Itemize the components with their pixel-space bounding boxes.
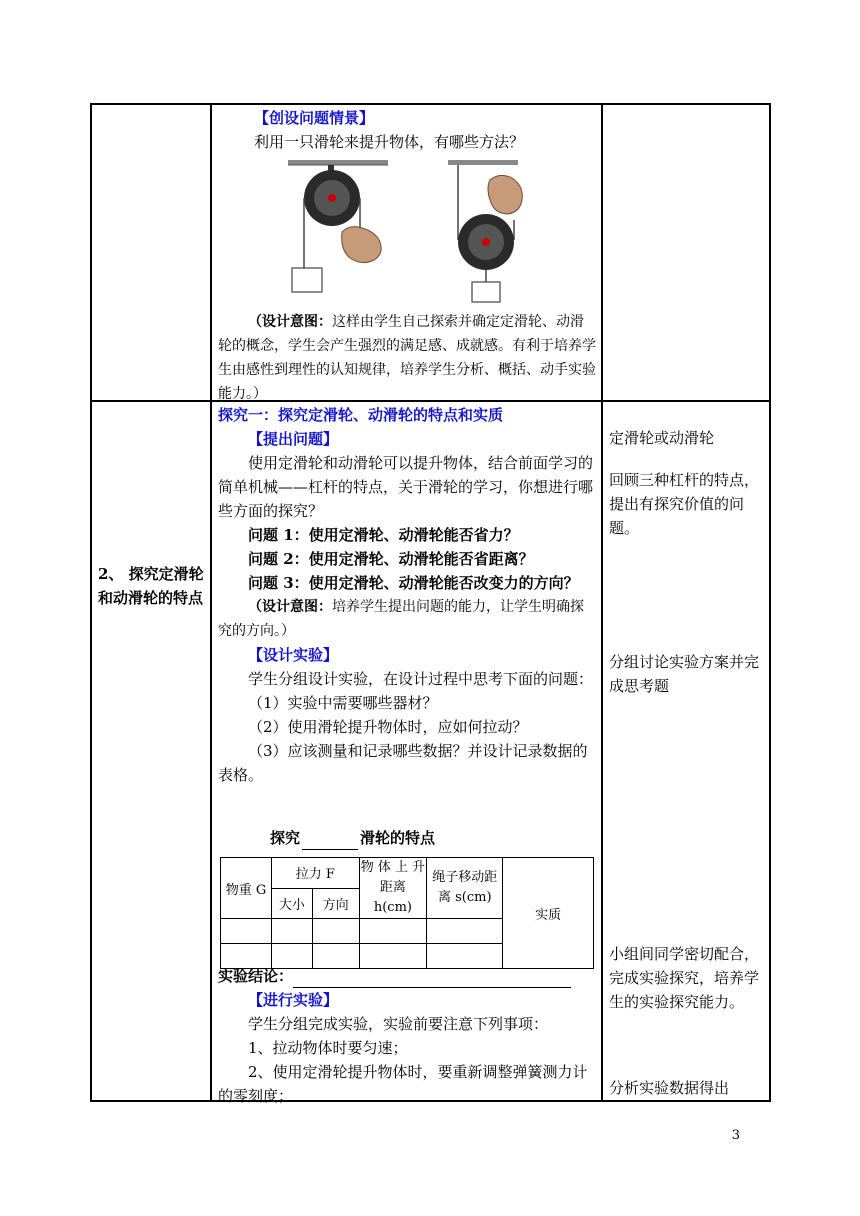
page-number: 3 [731,1128,740,1143]
fixed-pulley-figure [288,160,388,292]
table-border-left [90,103,92,1101]
conclusion-block [218,964,596,1108]
design-intent-2-text: 培养学生提出问题的能力，让学生明确探究的方向。） [218,599,584,639]
conclusion-label: 实验结论： [218,967,294,985]
situation-question: 利用一只滑轮来提升物体，有哪些方法？ [254,133,525,151]
pose-question-heading: 【提出问题】 [248,430,339,448]
design-experiment-heading: 【设计实验】 [248,646,339,664]
design-question-3: （3）应该测量和记录哪些数据？并设计记录数据的表格。 [218,742,588,784]
right-note-5: 分析实验数据得出 [609,1079,730,1097]
question-1: 问题 1：使用定滑轮、动滑轮能否省力？ [248,526,519,544]
section-label-text: 2、 探究定滑轮和动滑轮的特点 [98,565,204,607]
right-note-1: 定滑轮或动滑轮 [609,429,715,447]
col-rope: 绳子移动距离 s(cm) [427,858,503,919]
table-divider-col2 [601,103,603,1101]
conduct-text: 学生分组完成实验，实验前要注意下列事项： [248,1015,549,1033]
table-divider-col1 [210,103,212,1101]
movable-pulley-figure [448,160,522,302]
pulley-illustration [280,160,540,305]
conduct-note-1: 1、拉动物体时要匀速； [248,1039,408,1057]
situation-heading: 【创设问题情景】 [254,109,375,127]
design-intent-1 [218,310,596,406]
record-table-title-b: 滑轮的特点 [360,829,436,847]
question-2: 问题 2：使用定滑轮、动滑轮能否省距离？ [248,550,534,568]
conduct-note-2: 2、使用定滑轮提升物体时，要重新调整弹簧测力计的零刻度； [218,1063,588,1105]
table-border-top [90,103,771,105]
design-intent-label: （设计意图： [248,314,332,330]
right-note-2: 回顾三种杠杆的特点，提出有探究价值的问题。 [609,471,760,537]
record-table-title-a: 探究 [270,829,301,847]
row2-content [218,403,596,787]
col-force: 拉力 F [272,858,360,889]
section-label [98,562,206,610]
row1-content [218,106,596,154]
col-essence: 实质 [503,858,594,969]
design-experiment-text: 学生分组设计实验，在设计过程中思考下面的问题： [248,670,594,688]
col-weight: 物重 G [221,858,272,919]
design-intent-2 [218,595,596,643]
pose-question-text: 使用定滑轮和动滑轮可以提升物体，结合前面学习的简单机械——杠杆的特点，关于滑轮的学习，你想进行哪些方面的探究？ [218,454,594,520]
right-note-4: 小组间同学密切配合，完成实验探究，培养学生的实验探究能力。 [609,945,760,1011]
record-table [220,857,594,969]
col-lift: 物 体 上 升距离 h(cm) [359,858,427,919]
conclusion-blank[interactable] [293,971,571,988]
design-question-1: （1）实验中需要哪些器材？ [248,694,438,712]
table-border-right [769,103,771,1101]
design-intent-2-label: （设计意图： [248,599,332,615]
conduct-heading: 【进行实验】 [248,991,339,1009]
record-table-title [270,826,435,850]
col-size: 大小 [272,888,313,919]
right-note-3: 分组讨论实验方案并完成思考题 [609,653,760,695]
title-blank [302,833,358,850]
question-3: 问题 3：使用定滑轮、动滑轮能否改变力的方向？ [248,574,579,592]
design-question-2: （2）使用滑轮提升物体时，应如何拉动？ [248,718,528,736]
design-intent-text: 这样由学生自己探索并确定定滑轮、动滑轮的概念，学生会产生强烈的满足感、成就感。有利于培养学生由感性到理性的认知规律，培养学生分析、概括、动手实验能力。） [218,314,596,402]
col-direction: 方向 [312,888,359,919]
inquiry-title: 探究一：探究定滑轮、动滑轮的特点和实质 [218,406,504,424]
